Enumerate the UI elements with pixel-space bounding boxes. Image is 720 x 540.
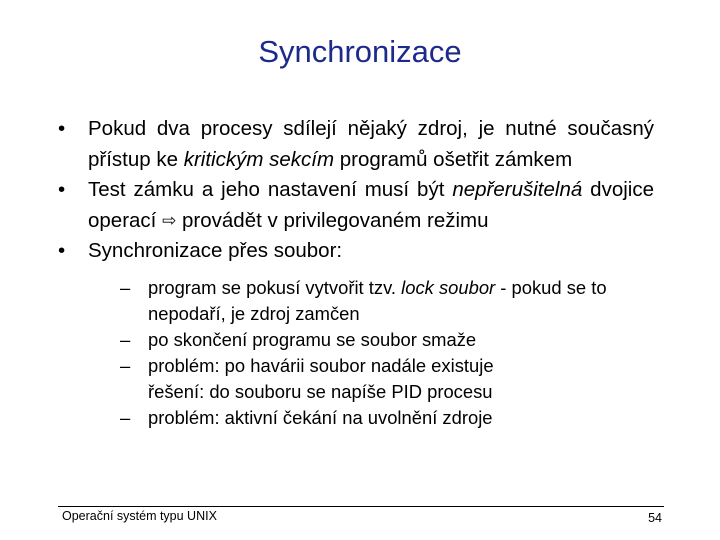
bullet-text: Pokud dva procesy sdílejí nějaký zdroj, je nutné současný přístup ke (88, 117, 654, 171)
dash-marker: – (120, 354, 131, 376)
bullet-list (58, 114, 654, 431)
bullet-item (58, 114, 654, 175)
bullet-text: programů ošetřit zámkem (334, 147, 573, 171)
arrow-right-icon: ⇨ (162, 210, 177, 230)
bullet-text: Test zámku a jeho nastavení musí být (88, 178, 453, 201)
sub-bullet-text: problém: po havárii soubor nadále existuje (148, 354, 494, 376)
sub-bullet-italic: lock soubor (401, 276, 496, 298)
footer-title: Operační systém typu UNIX (62, 509, 217, 523)
bullet-item (58, 175, 654, 236)
bullet-text: dvojice operací (88, 178, 654, 232)
bullet-item (58, 236, 654, 267)
bullet-marker: • (58, 239, 66, 262)
bullet-italic: nepřerušitelná (452, 178, 583, 201)
page-number: 54 (648, 511, 662, 525)
dash-marker: – (120, 328, 131, 350)
sub-bullet-item (120, 275, 654, 327)
sub-bullet-text: po skončení programu se soubor smaže (148, 328, 477, 350)
bullet-marker: • (58, 117, 66, 140)
bullet-italic: kritickým sekcím (183, 147, 335, 171)
footer-divider (58, 506, 664, 507)
sub-bullet-text: řešení: do souboru se napíše PID procesu (148, 380, 493, 402)
sub-bullet-text: - pokud se to nepodaří, je zdroj zamčen (148, 276, 607, 324)
bullet-text: Synchronizace přes soubor: (88, 239, 343, 262)
sub-bullet-item (120, 405, 654, 431)
dash-marker: – (120, 276, 131, 298)
sub-bullet-text: program se pokusí vytvořit tzv. (148, 276, 402, 298)
bullet-marker: • (58, 178, 66, 201)
bullet-text: provádět v privilegovaném režimu (176, 208, 489, 232)
sub-bullet-text: problém: aktivní čekání na uvolnění zdroje (148, 406, 493, 428)
sub-bullet-item (120, 353, 654, 405)
sub-bullet-list (120, 275, 654, 431)
slide-title: Synchronizace (258, 34, 462, 69)
dash-marker: – (120, 406, 131, 428)
sub-bullet-item (120, 327, 654, 353)
